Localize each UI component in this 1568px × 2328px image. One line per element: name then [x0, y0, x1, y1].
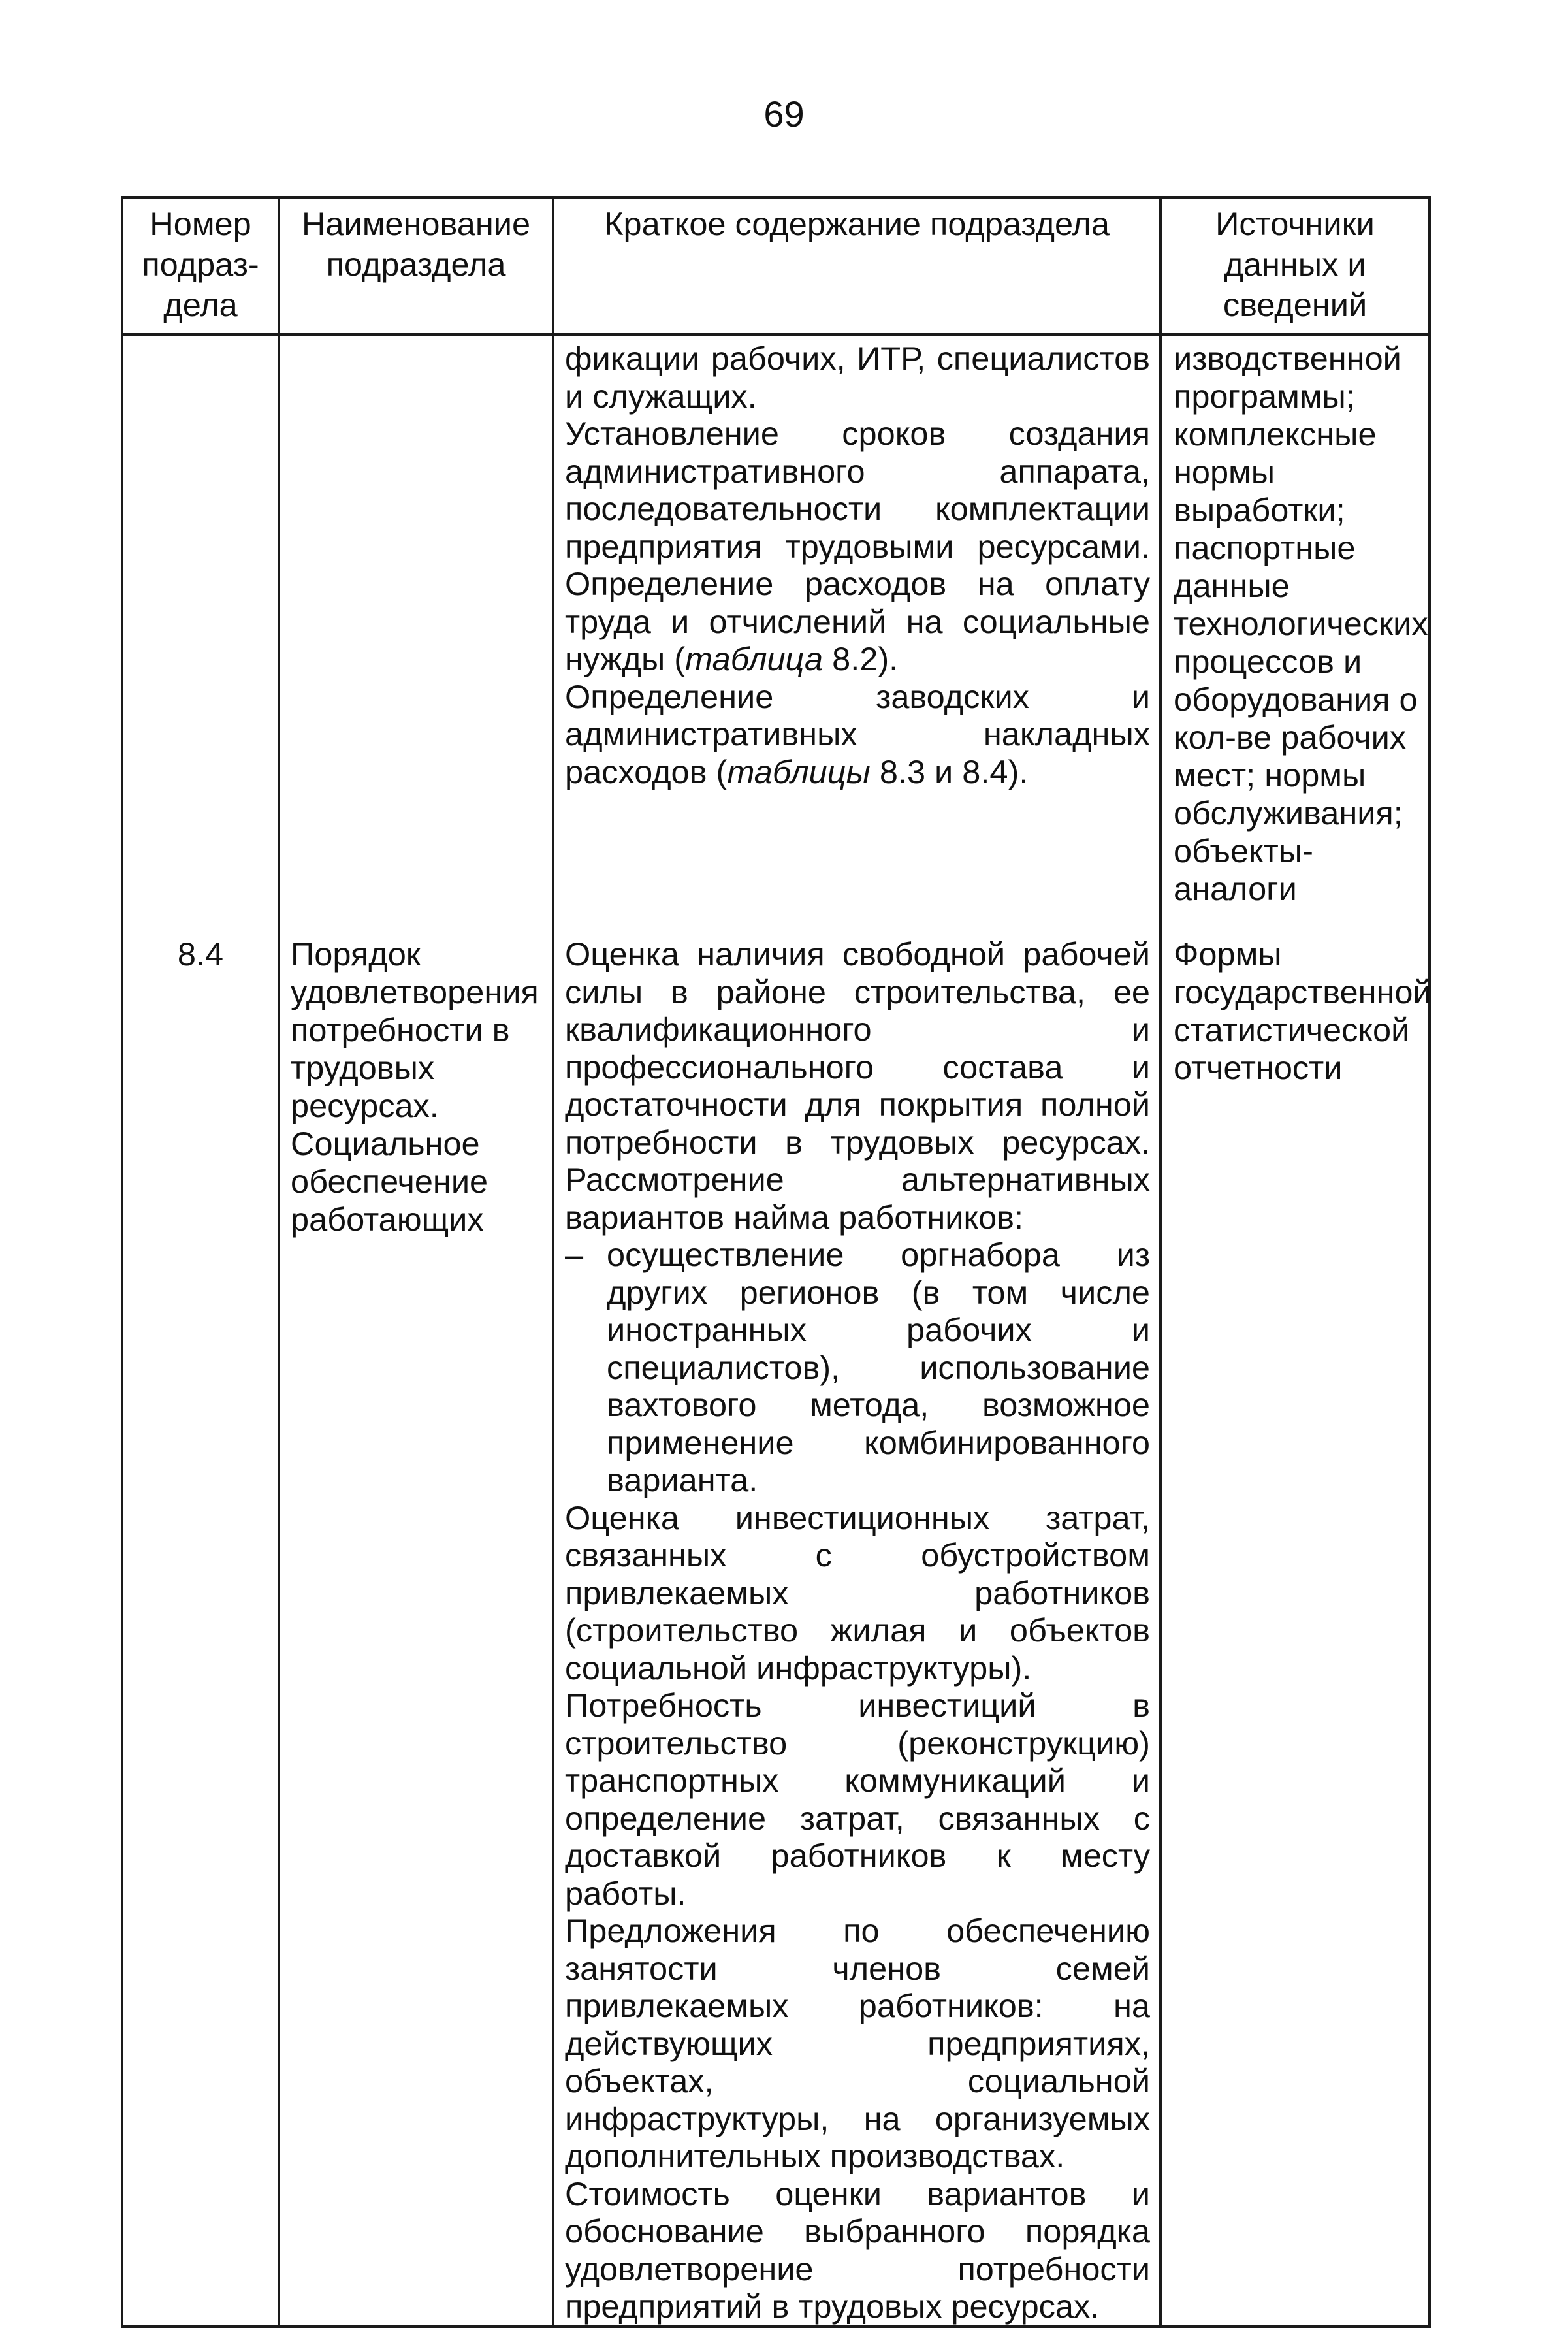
header-subsection-name: Наименование подраздела	[279, 197, 553, 334]
summary-paragraph: Потребность инвестиций в строительство (реконструкцию) транспортных коммуникаций и определение затрат, связанных с доставкой работников к месту работы.	[565, 1687, 1150, 1912]
summary-paragraph: Определение заводских и административных накладных расходов (таблицы 8.3 и 8.4).	[565, 677, 1150, 790]
summary-paragraph: Предложения по обеспечению занятости членов семей привлекаемых работников: на действующих предприятиях, объектах, социальной инфраструктуры, на организуемых дополнительных производствах.	[565, 1912, 1150, 2174]
cell-summary-continuation	[553, 334, 1160, 908]
cell-subsection-number: 8.4	[122, 908, 279, 2327]
sources-text: изводственной программы; комплексные нормы выработки; паспортные данные технологических процессов и оборудования о кол-ве рабочих мест; нормы обслуживания; объекты-аналоги	[1174, 340, 1428, 907]
dash-list-item: – осуществление оргнабора из других регионов (в том числе иностранных рабочих и специалистов), использование вахтового метода, возможное применение комбинированного варианта.	[565, 1236, 1150, 1498]
table-reference: таблицы	[727, 752, 871, 790]
cell-name-empty	[279, 334, 553, 908]
table-reference: таблица	[685, 640, 824, 677]
cell-subsection-name	[279, 908, 553, 2327]
page-number: 69	[763, 93, 805, 135]
table-row-continuation	[122, 334, 1430, 908]
summary-paragraph: Стоимость оценки вариантов и обоснование выбранного порядка удовлетворение потребности предприятий в трудовых ресурсах.	[565, 2174, 1150, 2325]
cell-number-empty	[122, 334, 279, 908]
table-header-row	[122, 197, 1430, 334]
cell-data-sources	[1160, 908, 1430, 2327]
header-data-sources: Источники данных и сведений	[1160, 197, 1430, 334]
table-row-8-4	[122, 908, 1430, 2327]
summary-paragraph: Оценка инвестиционных затрат, связанных с обустройством привлекаемых работников (строительство жилая и объектов социальной инфраструктуры).	[565, 1498, 1150, 1687]
sources-text: Формы государственной статистической отчетности	[1174, 935, 1432, 1086]
dash-marker: –	[565, 1236, 584, 1273]
subsection-name-text: Порядок удовлетворения потребности в трудовых ресурсах. Социальное обеспечение работающих	[291, 935, 539, 1238]
summary-paragraph: фикации рабочих, ИТР, специалистов и служащих.	[565, 340, 1150, 415]
summary-paragraph: Оценка наличия свободной рабочей силы в районе строительства, ее квалификационного и профессионального состава и достаточности для покрытия полной потребности в трудовых ресурсах. Рассмотрение альтернативных вариантов найма работников:	[565, 935, 1150, 1236]
header-subsection-number: Номер подраз-дела	[122, 197, 279, 334]
cell-sources-continuation	[1160, 334, 1430, 908]
header-subsection-summary: Краткое содержание подраздела	[553, 197, 1160, 334]
summary-paragraph: Установление сроков создания административного аппарата, последовательности комплектации предприятия трудовыми ресурсами. Определение расходов на оплату труда и отчислений на социальные нужды (таблица 8.2).	[565, 415, 1150, 677]
cell-subsection-summary	[553, 908, 1160, 2327]
subsections-table	[121, 196, 1431, 2328]
